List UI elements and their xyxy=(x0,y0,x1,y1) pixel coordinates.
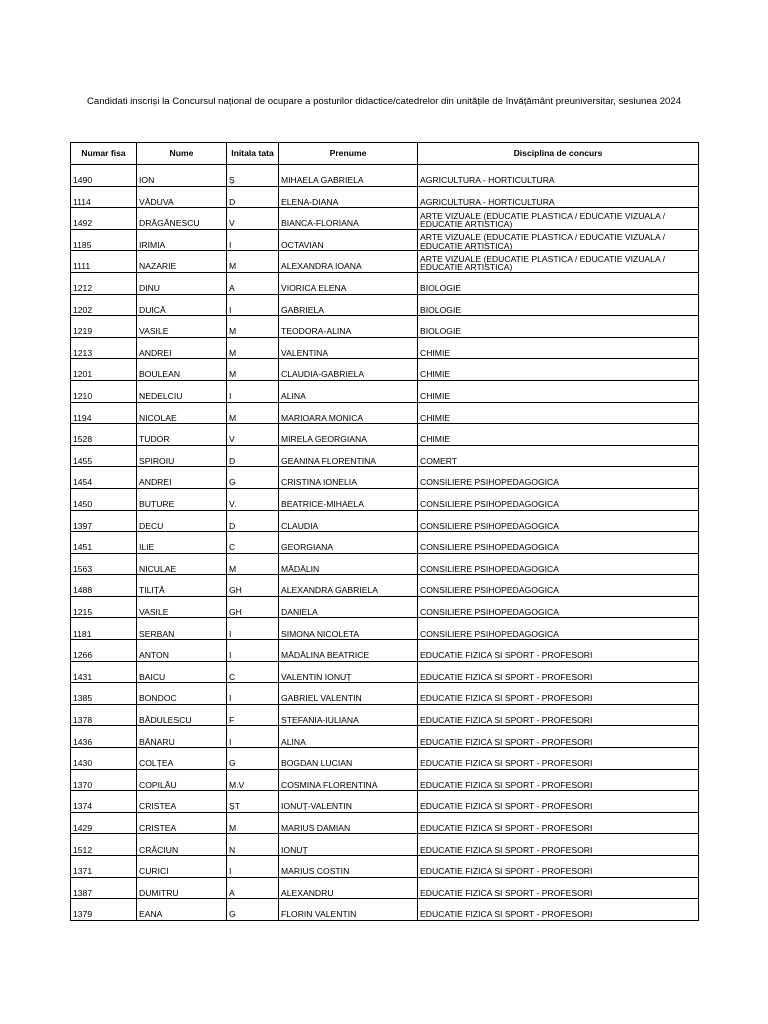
cell-prenume: SIMONA NICOLETA xyxy=(279,618,418,640)
cell-numar-fisa: 1213 xyxy=(71,337,137,359)
table-row xyxy=(71,532,699,554)
cell-initiala-tata: C xyxy=(227,661,279,683)
cell-initiala-tata: G xyxy=(227,467,279,489)
cell-prenume: MIRELA GEORGIANA xyxy=(279,424,418,446)
cell-numar-fisa: 1194 xyxy=(71,402,137,424)
cell-prenume: BEATRICE-MIHAELA xyxy=(279,488,418,510)
cell-nume: EANA xyxy=(137,899,227,921)
cell-numar-fisa: 1451 xyxy=(71,532,137,554)
cell-prenume: CLAUDIA xyxy=(279,510,418,532)
cell-prenume: MĂDĂLINA BEATRICE xyxy=(279,640,418,662)
cell-prenume: DANIELA xyxy=(279,596,418,618)
cell-disciplina: BIOLOGIE xyxy=(418,272,699,294)
cell-numar-fisa: 1201 xyxy=(71,359,137,381)
cell-initiala-tata: V xyxy=(227,208,279,230)
table-body xyxy=(71,165,699,921)
table-row xyxy=(71,424,699,446)
cell-initiala-tata: M xyxy=(227,812,279,834)
cell-prenume: VALENTIN IONUȚ xyxy=(279,661,418,683)
cell-disciplina: CHIMIE xyxy=(418,380,699,402)
cell-nume: ANTON xyxy=(137,640,227,662)
cell-numar-fisa: 1450 xyxy=(71,488,137,510)
table-row xyxy=(71,229,699,251)
cell-disciplina: CONSILIERE PSIHOPEDAGOGICA xyxy=(418,618,699,640)
cell-prenume: MARIUS DAMIAN xyxy=(279,812,418,834)
cell-nume: TUDOR xyxy=(137,424,227,446)
cell-nume: SERBAN xyxy=(137,618,227,640)
cell-disciplina: BIOLOGIE xyxy=(418,294,699,316)
cell-numar-fisa: 1371 xyxy=(71,856,137,878)
table-row xyxy=(71,251,699,273)
cell-disciplina: CONSILIERE PSIHOPEDAGOGICA xyxy=(418,467,699,489)
cell-numar-fisa: 1185 xyxy=(71,229,137,251)
table-row xyxy=(71,359,699,381)
table-row xyxy=(71,445,699,467)
cell-nume: DUMITRU xyxy=(137,877,227,899)
cell-initiala-tata: V. xyxy=(227,488,279,510)
cell-disciplina: EDUCATIE FIZICA SI SPORT - PROFESORI xyxy=(418,769,699,791)
cell-prenume: GABRIELA xyxy=(279,294,418,316)
cell-initiala-tata: M xyxy=(227,251,279,273)
cell-prenume: GEORGIANA xyxy=(279,532,418,554)
cell-numar-fisa: 1488 xyxy=(71,575,137,597)
cell-initiala-tata: I xyxy=(227,294,279,316)
cell-nume: NICOLAE xyxy=(137,402,227,424)
table-row xyxy=(71,467,699,489)
cell-initiala-tata: I xyxy=(227,856,279,878)
cell-disciplina: EDUCATIE FIZICA SI SPORT - PROFESORI xyxy=(418,812,699,834)
cell-prenume: MĂDĂLIN xyxy=(279,553,418,575)
cell-disciplina: AGRICULTURA - HORTICULTURA xyxy=(418,165,699,187)
header-prenume: Prenume xyxy=(279,143,418,165)
cell-nume: CRISTEA xyxy=(137,791,227,813)
table-row xyxy=(71,791,699,813)
cell-initiala-tata: M xyxy=(227,337,279,359)
cell-numar-fisa: 1430 xyxy=(71,748,137,770)
cell-initiala-tata: G xyxy=(227,748,279,770)
table-row xyxy=(71,165,699,187)
cell-prenume: BIANCA-FLORIANA xyxy=(279,208,418,230)
cell-prenume: FLORIN VALENTIN xyxy=(279,899,418,921)
cell-nume: DUICĂ xyxy=(137,294,227,316)
cell-initiala-tata: I xyxy=(227,380,279,402)
table-row xyxy=(71,596,699,618)
cell-nume: CRISTEA xyxy=(137,812,227,834)
cell-nume: CURICI xyxy=(137,856,227,878)
cell-prenume: IONUȚ-VALENTIN xyxy=(279,791,418,813)
cell-disciplina: EDUCATIE FIZICA SI SPORT - PROFESORI xyxy=(418,899,699,921)
cell-initiala-tata: M xyxy=(227,553,279,575)
page-title: Candidati inscriși la Concursul național de ocupare a posturilor didactice/catedrelor din unitățile de învățământ preuniversitar, sesiunea 2024 xyxy=(86,96,682,107)
table-row xyxy=(71,769,699,791)
header-initiala-tata: Initala tata xyxy=(227,143,279,165)
table-row xyxy=(71,337,699,359)
table-row xyxy=(71,488,699,510)
cell-numar-fisa: 1512 xyxy=(71,834,137,856)
cell-numar-fisa: 1378 xyxy=(71,704,137,726)
cell-disciplina: EDUCATIE FIZICA SI SPORT - PROFESORI xyxy=(418,683,699,705)
table-row xyxy=(71,380,699,402)
cell-nume: DRĂGĂNESCU xyxy=(137,208,227,230)
cell-initiala-tata: M.V xyxy=(227,769,279,791)
cell-disciplina: EDUCATIE FIZICA SI SPORT - PROFESORI xyxy=(418,856,699,878)
cell-disciplina: CONSILIERE PSIHOPEDAGOGICA xyxy=(418,488,699,510)
cell-nume: VASILE xyxy=(137,316,227,338)
cell-prenume: MARIUS COSTIN xyxy=(279,856,418,878)
cell-disciplina: BIOLOGIE xyxy=(418,316,699,338)
cell-numar-fisa: 1429 xyxy=(71,812,137,834)
table-row xyxy=(71,618,699,640)
cell-nume: TILIȚĂ xyxy=(137,575,227,597)
cell-prenume: COSMINA FLORENTINA xyxy=(279,769,418,791)
cell-nume: VASILE xyxy=(137,596,227,618)
table-row xyxy=(71,683,699,705)
cell-nume: NEDELCIU xyxy=(137,380,227,402)
cell-disciplina: CONSILIERE PSIHOPEDAGOGICA xyxy=(418,532,699,554)
cell-numar-fisa: 1387 xyxy=(71,877,137,899)
cell-prenume: STEFANIA-IULIANA xyxy=(279,704,418,726)
cell-numar-fisa: 1379 xyxy=(71,899,137,921)
cell-disciplina: COMERT xyxy=(418,445,699,467)
cell-prenume: GABRIEL VALENTIN xyxy=(279,683,418,705)
cell-disciplina: CHIMIE xyxy=(418,337,699,359)
cell-prenume: ALEXANDRA GABRIELA xyxy=(279,575,418,597)
table-row xyxy=(71,899,699,921)
header-numar-fisa: Numar fisa xyxy=(71,143,137,165)
cell-disciplina: CHIMIE xyxy=(418,359,699,381)
cell-initiala-tata: A xyxy=(227,272,279,294)
cell-initiala-tata: M xyxy=(227,316,279,338)
cell-numar-fisa: 1397 xyxy=(71,510,137,532)
cell-nume: NAZARIE xyxy=(137,251,227,273)
cell-prenume: CRISTINA IONELIA xyxy=(279,467,418,489)
cell-disciplina: EDUCATIE FIZICA SI SPORT - PROFESORI xyxy=(418,791,699,813)
cell-nume: ANDREI xyxy=(137,337,227,359)
cell-prenume: MIHAELA GABRIELA xyxy=(279,165,418,187)
cell-disciplina: EDUCATIE FIZICA SI SPORT - PROFESORI xyxy=(418,834,699,856)
cell-numar-fisa: 1370 xyxy=(71,769,137,791)
cell-disciplina: AGRICULTURA - HORTICULTURA xyxy=(418,186,699,208)
cell-nume: DECU xyxy=(137,510,227,532)
cell-prenume: OCTAVIAN xyxy=(279,229,418,251)
table-row xyxy=(71,661,699,683)
cell-prenume: ELENA-DIANA xyxy=(279,186,418,208)
cell-nume: NICULAE xyxy=(137,553,227,575)
cell-initiala-tata: G xyxy=(227,899,279,921)
cell-numar-fisa: 1490 xyxy=(71,165,137,187)
cell-disciplina: EDUCATIE FIZICA SI SPORT - PROFESORI xyxy=(418,748,699,770)
cell-initiala-tata: ȘT xyxy=(227,791,279,813)
cell-nume: BĂNARU xyxy=(137,726,227,748)
cell-numar-fisa: 1181 xyxy=(71,618,137,640)
cell-disciplina: CONSILIERE PSIHOPEDAGOGICA xyxy=(418,510,699,532)
table-row xyxy=(71,704,699,726)
cell-initiala-tata: Ș xyxy=(227,165,279,187)
cell-initiala-tata: D xyxy=(227,186,279,208)
table-header-row xyxy=(71,143,699,165)
header-disciplina: Disciplina de concurs xyxy=(418,143,699,165)
cell-nume: CRĂCIUN xyxy=(137,834,227,856)
cell-nume: DINU xyxy=(137,272,227,294)
cell-prenume: VIORICA ELENA xyxy=(279,272,418,294)
cell-prenume: GEANINA FLORENTINA xyxy=(279,445,418,467)
table-row xyxy=(71,877,699,899)
cell-initiala-tata: I xyxy=(227,683,279,705)
cell-disciplina: ARTE VIZUALE (EDUCATIE PLASTICA / EDUCATIE VIZUALA / EDUCATIE ARTISTICA) xyxy=(418,251,699,273)
table-row xyxy=(71,726,699,748)
cell-disciplina: EDUCATIE FIZICA SI SPORT - PROFESORI xyxy=(418,877,699,899)
cell-numar-fisa: 1114 xyxy=(71,186,137,208)
cell-numar-fisa: 1528 xyxy=(71,424,137,446)
cell-disciplina: ARTE VIZUALE (EDUCATIE PLASTICA / EDUCATIE VIZUALA / EDUCATIE ARTISTICA) xyxy=(418,208,699,230)
cell-nume: BOULEAN xyxy=(137,359,227,381)
cell-nume: BONDOC xyxy=(137,683,227,705)
cell-numar-fisa: 1215 xyxy=(71,596,137,618)
cell-nume: ILIE xyxy=(137,532,227,554)
cell-prenume: MARIOARA MONICA xyxy=(279,402,418,424)
cell-prenume: IONUȚ xyxy=(279,834,418,856)
table-header xyxy=(71,143,699,165)
table-row xyxy=(71,575,699,597)
cell-nume: ANDREI xyxy=(137,467,227,489)
cell-numar-fisa: 1202 xyxy=(71,294,137,316)
cell-initiala-tata: A xyxy=(227,877,279,899)
table-row xyxy=(71,316,699,338)
cell-disciplina: EDUCATIE FIZICA SI SPORT - PROFESORI xyxy=(418,661,699,683)
cell-initiala-tata: V xyxy=(227,424,279,446)
cell-initiala-tata: GH xyxy=(227,596,279,618)
cell-numar-fisa: 1454 xyxy=(71,467,137,489)
cell-initiala-tata: I xyxy=(227,618,279,640)
table-row xyxy=(71,294,699,316)
cell-nume: VĂDUVA xyxy=(137,186,227,208)
cell-nume: ION xyxy=(137,165,227,187)
cell-initiala-tata: I xyxy=(227,726,279,748)
cell-initiala-tata: D xyxy=(227,510,279,532)
cell-prenume: ALINA xyxy=(279,380,418,402)
cell-disciplina: EDUCATIE FIZICA SI SPORT - PROFESORI xyxy=(418,726,699,748)
cell-disciplina: ARTE VIZUALE (EDUCATIE PLASTICA / EDUCATIE VIZUALA / EDUCATIE ARTISTICA) xyxy=(418,229,699,251)
candidates-table xyxy=(70,142,699,921)
cell-nume: BAICU xyxy=(137,661,227,683)
cell-nume: COLȚEA xyxy=(137,748,227,770)
cell-numar-fisa: 1431 xyxy=(71,661,137,683)
cell-disciplina: CONSILIERE PSIHOPEDAGOGICA xyxy=(418,553,699,575)
cell-nume: BUTURE xyxy=(137,488,227,510)
cell-numar-fisa: 1385 xyxy=(71,683,137,705)
cell-initiala-tata: I xyxy=(227,640,279,662)
cell-numar-fisa: 1455 xyxy=(71,445,137,467)
cell-prenume: VALENTINA xyxy=(279,337,418,359)
cell-nume: IRIMIA xyxy=(137,229,227,251)
cell-prenume: ALEXANDRA IOANA xyxy=(279,251,418,273)
cell-initiala-tata: F xyxy=(227,704,279,726)
table-row xyxy=(71,748,699,770)
table-row xyxy=(71,553,699,575)
cell-initiala-tata: M xyxy=(227,359,279,381)
cell-numar-fisa: 1492 xyxy=(71,208,137,230)
cell-numar-fisa: 1111 xyxy=(71,251,137,273)
cell-initiala-tata: D xyxy=(227,445,279,467)
cell-nume: SPIROIU xyxy=(137,445,227,467)
cell-disciplina: CHIMIE xyxy=(418,424,699,446)
cell-numar-fisa: 1563 xyxy=(71,553,137,575)
cell-prenume: BOGDAN LUCIAN xyxy=(279,748,418,770)
table-row xyxy=(71,834,699,856)
cell-nume: BĂDULESCU xyxy=(137,704,227,726)
cell-disciplina: EDUCATIE FIZICA SI SPORT - PROFESORI xyxy=(418,704,699,726)
cell-numar-fisa: 1219 xyxy=(71,316,137,338)
cell-numar-fisa: 1374 xyxy=(71,791,137,813)
table-row xyxy=(71,272,699,294)
cell-numar-fisa: 1266 xyxy=(71,640,137,662)
cell-initiala-tata: C xyxy=(227,532,279,554)
table-row xyxy=(71,186,699,208)
table-row xyxy=(71,856,699,878)
cell-initiala-tata: GH xyxy=(227,575,279,597)
cell-initiala-tata: I xyxy=(227,229,279,251)
cell-numar-fisa: 1212 xyxy=(71,272,137,294)
cell-nume: COPILĂU xyxy=(137,769,227,791)
cell-disciplina: EDUCATIE FIZICA SI SPORT - PROFESORI xyxy=(418,640,699,662)
cell-initiala-tata: M xyxy=(227,402,279,424)
table-row xyxy=(71,402,699,424)
cell-numar-fisa: 1210 xyxy=(71,380,137,402)
cell-initiala-tata: N xyxy=(227,834,279,856)
cell-prenume: TEODORA-ALINA xyxy=(279,316,418,338)
table-row xyxy=(71,208,699,230)
cell-prenume: ALINA xyxy=(279,726,418,748)
cell-disciplina: CONSILIERE PSIHOPEDAGOGICA xyxy=(418,596,699,618)
header-nume: Nume xyxy=(137,143,227,165)
cell-disciplina: CONSILIERE PSIHOPEDAGOGICA xyxy=(418,575,699,597)
table-row xyxy=(71,812,699,834)
cell-numar-fisa: 1436 xyxy=(71,726,137,748)
table-row xyxy=(71,510,699,532)
cell-prenume: ALEXANDRU xyxy=(279,877,418,899)
cell-prenume: CLAUDIA-GABRIELA xyxy=(279,359,418,381)
cell-disciplina: CHIMIE xyxy=(418,402,699,424)
table-row xyxy=(71,640,699,662)
